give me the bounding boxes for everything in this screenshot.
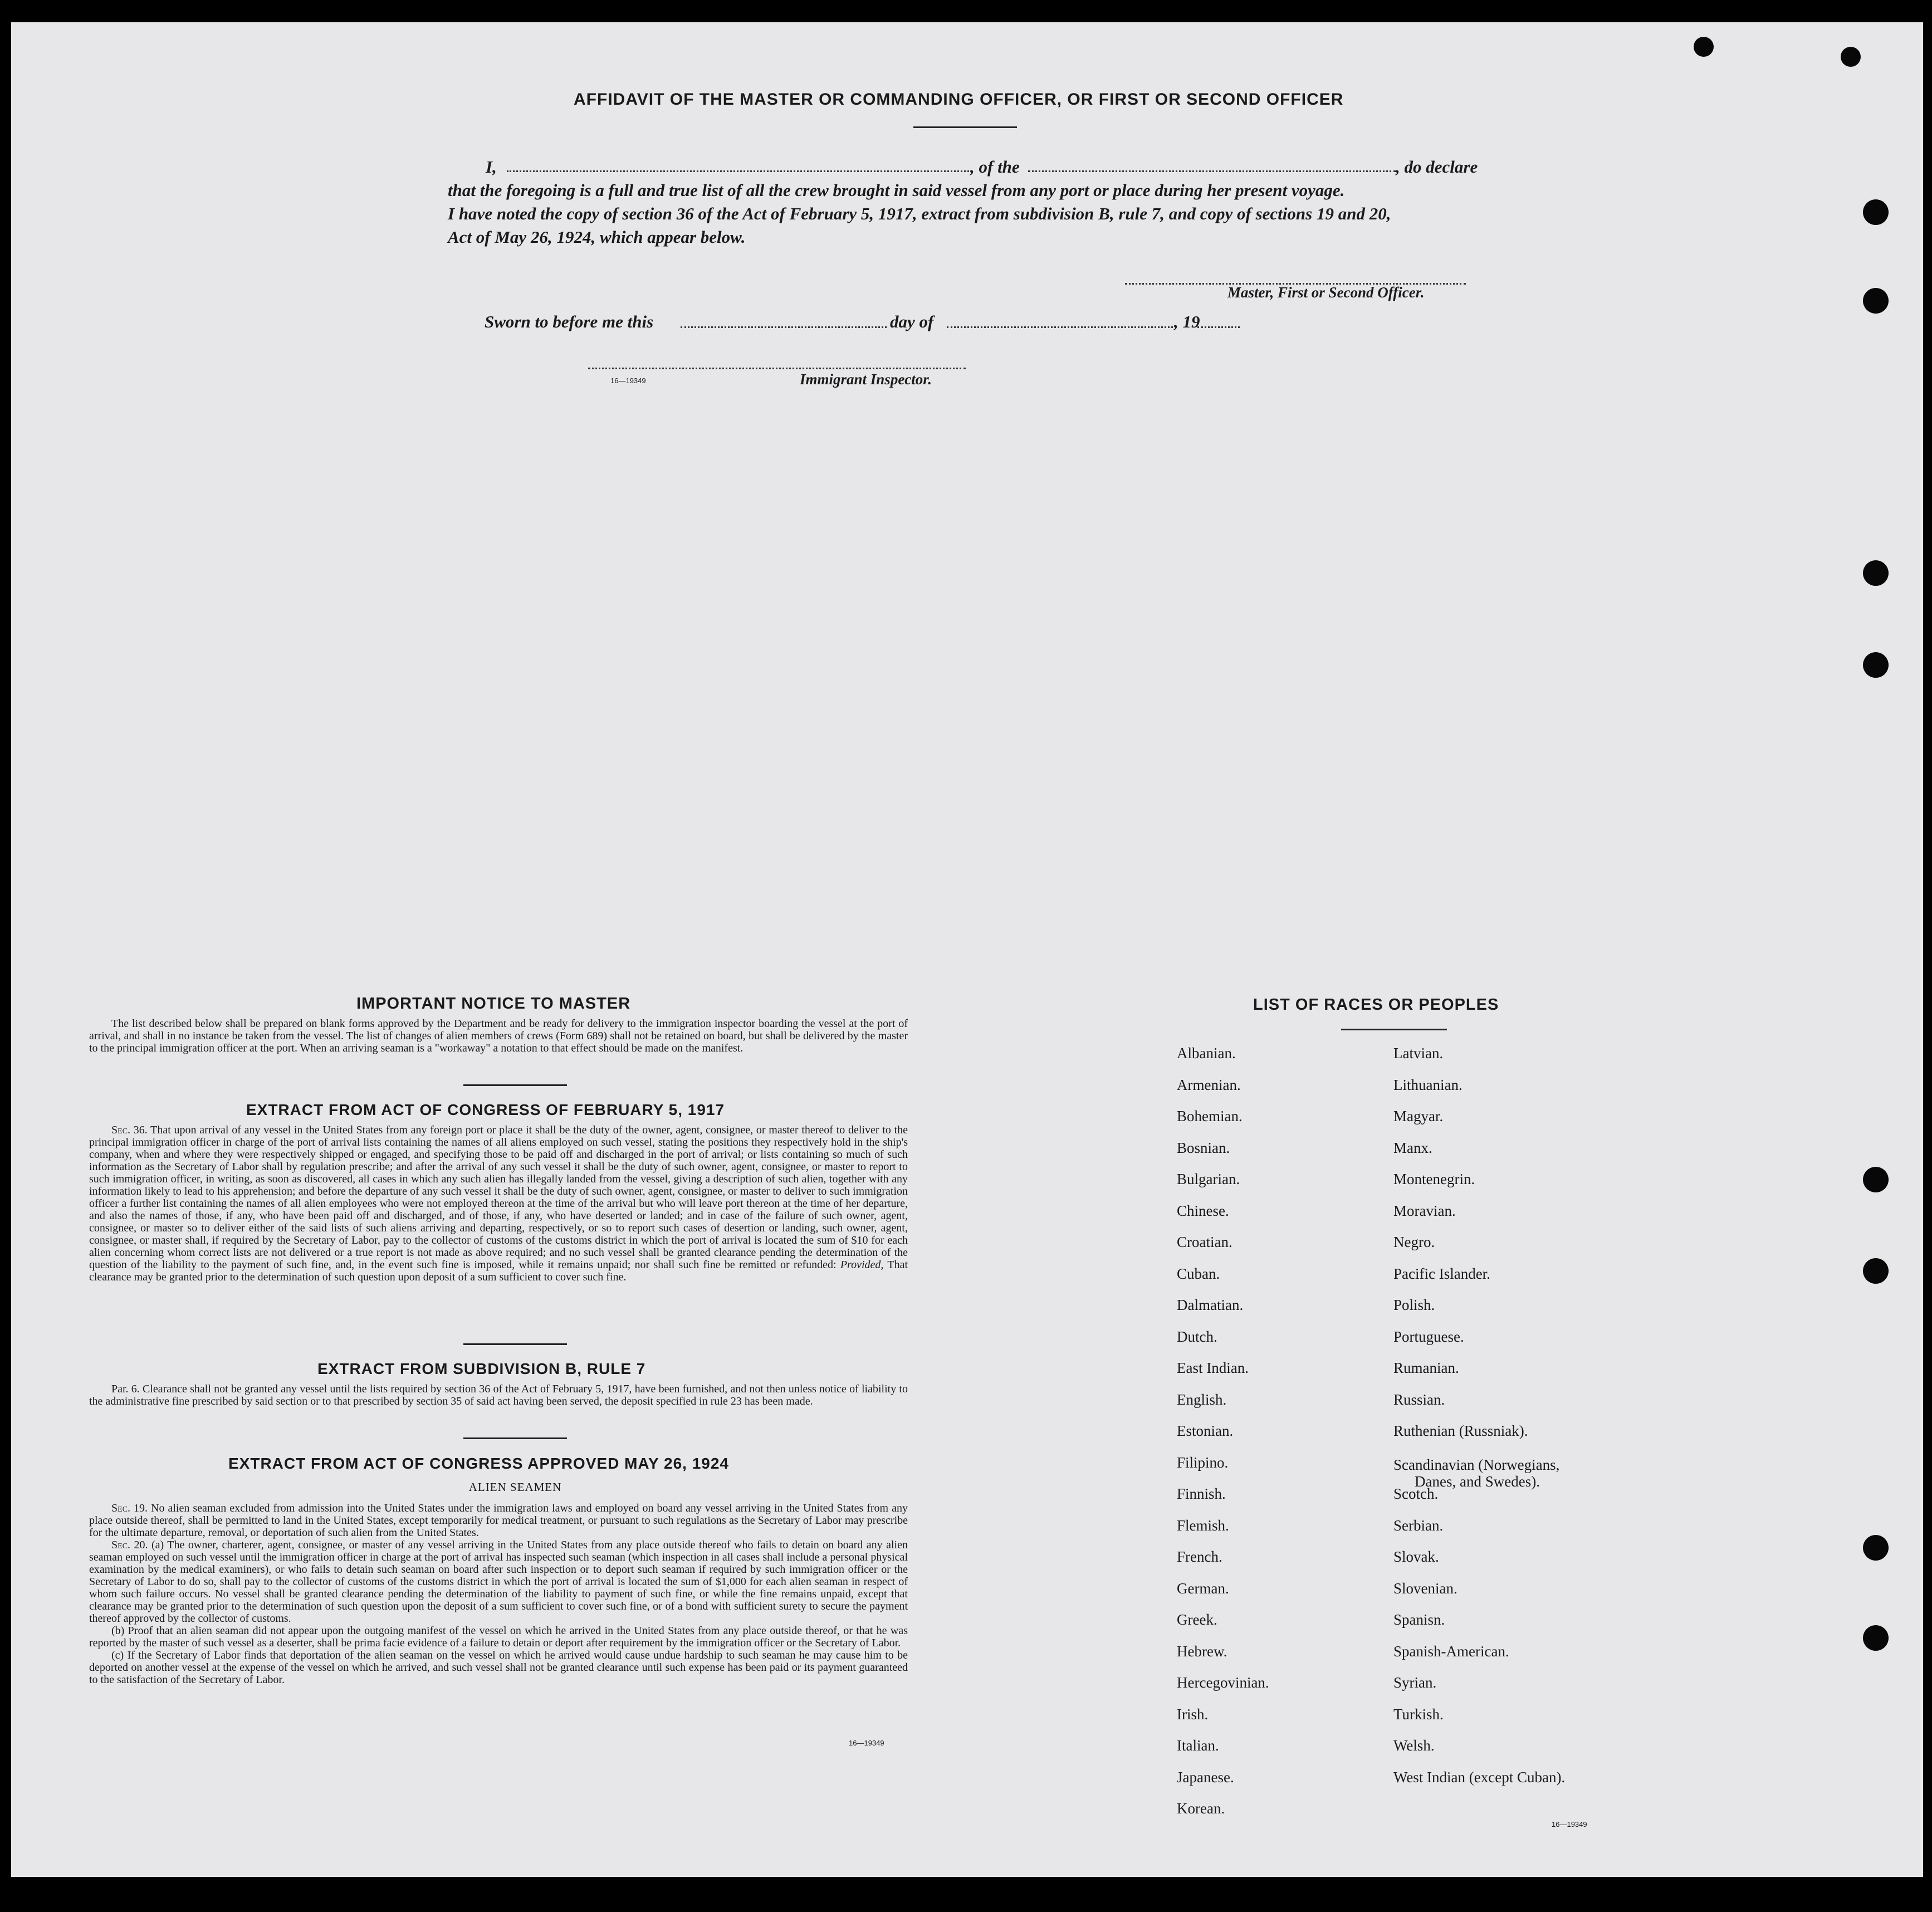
vessel-blank[interactable] bbox=[1028, 170, 1396, 172]
race-item: Hercegovinian. bbox=[1177, 1674, 1269, 1691]
binder-hole bbox=[1863, 560, 1889, 586]
extract-1924-body bbox=[89, 1502, 908, 1686]
race-item: East Indian. bbox=[1177, 1360, 1249, 1376]
race-item: Slovenian. bbox=[1393, 1580, 1457, 1597]
sec-20c-text: (c) If the Secretary of Labor finds that deportation of the alien seaman on the vessel on which he arrived would cause undue hardship to such seaman he may cause him to be deported on another vessel at the expense of the vessel on which he arrived, and such vessel shall not be granted clearance until such expense has been paid or its payment guaranteed to the satisfaction of the Secretary of Labor. bbox=[89, 1649, 908, 1686]
race-item: Bulgarian. bbox=[1177, 1171, 1240, 1187]
race-item: Dutch. bbox=[1177, 1328, 1217, 1345]
race-item: English. bbox=[1177, 1391, 1227, 1408]
race-item: Slovak. bbox=[1393, 1548, 1439, 1565]
race-item: Montenegrin. bbox=[1393, 1171, 1475, 1187]
provided-label: Provided, bbox=[840, 1259, 884, 1271]
race-item: Negro. bbox=[1393, 1234, 1435, 1250]
year-label: , 19 bbox=[1174, 312, 1200, 331]
races-title: LIST OF RACES OR PEOPLES bbox=[1253, 996, 1499, 1014]
race-item: Dalmatian. bbox=[1177, 1297, 1244, 1313]
declaration-line3: I have noted the copy of section 36 of the Act of February 5, 1917, extract from subdivision B, rule 7, and copy of sections 19 and 20, bbox=[448, 204, 1391, 223]
affidavit-title: AFFIDAVIT OF THE MASTER OR COMMANDING OFFICER, OR FIRST OR SECOND OFFICER bbox=[574, 90, 1344, 109]
race-item: French. bbox=[1177, 1548, 1222, 1565]
race-item: Filipino. bbox=[1177, 1454, 1229, 1471]
race-item: Croatian. bbox=[1177, 1234, 1232, 1250]
race-item: Scotch. bbox=[1393, 1485, 1439, 1502]
races-rule bbox=[1341, 1029, 1447, 1030]
sec-19-text: No alien seaman excluded from admission into the United States under the immigration laws and employed on board any vessel arriving in the United States from any place outside thereof, shall be permitted to land in the United States, except temporarily for medical treatment, or pursuant to such regulations as the Secretary of Labor may prescribe for the ultimate departure, removal, or deportation of such alien from the United States. bbox=[89, 1502, 908, 1539]
binder-hole bbox=[1863, 1258, 1889, 1284]
race-item: Bohemian. bbox=[1177, 1108, 1243, 1124]
declaration-i: I, bbox=[486, 157, 497, 177]
race-item: Japanese. bbox=[1177, 1768, 1234, 1786]
declaration-line2: that the foregoing is a full and true list of all the crew brought in said vessel from any port or place during her present voyage. bbox=[448, 180, 1345, 200]
section-rule bbox=[463, 1343, 567, 1345]
binder-hole bbox=[1841, 47, 1861, 67]
race-item: Italian. bbox=[1177, 1737, 1219, 1754]
race-item: Lithuanian. bbox=[1393, 1076, 1463, 1093]
binder-hole bbox=[1863, 1535, 1889, 1561]
race-item: Danes, and Swedes). bbox=[1415, 1473, 1540, 1490]
race-item: Polish. bbox=[1393, 1297, 1435, 1313]
race-item: Welsh. bbox=[1393, 1737, 1435, 1754]
form-number-races: 16—19349 bbox=[1552, 1820, 1587, 1828]
race-item: Pacific Islander. bbox=[1393, 1265, 1490, 1282]
race-item: Cuban. bbox=[1177, 1265, 1220, 1282]
race-item: Portuguese. bbox=[1393, 1328, 1464, 1345]
race-item: Flemish. bbox=[1177, 1517, 1229, 1534]
notice-body bbox=[89, 1018, 908, 1054]
race-item: Estonian. bbox=[1177, 1422, 1234, 1439]
binder-hole bbox=[1694, 37, 1714, 57]
master-signature-label: Master, First or Second Officer. bbox=[1227, 284, 1425, 301]
sec-20a-text: (a) The owner, charterer, agent, consignee, or master of any vessel arriving in the United States from any place outside thereof who fails to detain on board any alien seaman employed on such vessel until the immigration officer in charge at the port of arrival has inspected such seaman (which inspection in all cases shall include a personal physical examination by the medical examiners), or who fails to detain such seaman on board after such inspection or to deport such seaman if required by such immigration officer or the Secretary of Labor to do so, shall pay to the collector of customs of the customs district in which the port of arrival is located the sum of $1,000 for each alien seaman in respect of whom such failure occurs. No vessel shall be granted clearance pending the determination of the liability to payment of such fine, or while the fine remains unpaid, except that clearance may be granted prior to the determination of such question upon the deposit of a sum sufficient to cover such fine, or of a bond with sufficient surety to secure the payment thereof approved by the collector of customs. bbox=[89, 1539, 908, 1625]
rule7-body bbox=[89, 1383, 908, 1407]
sec-20b-text: (b) Proof that an alien seaman did not appear upon the outgoing manifest of the vessel on which he arrived in the United States from any place outside thereof, or that he was reported by the master of such vessel as a deserter, shall be prima facie evidence of a failure to detain or deport after requirement by the immigration officer or the Secretary of Labor. bbox=[89, 1625, 908, 1649]
sec-20-label: Sec. 20. bbox=[111, 1539, 148, 1551]
race-item: Spanish-American. bbox=[1393, 1642, 1509, 1660]
inspector-label: Immigrant Inspector. bbox=[800, 371, 932, 388]
race-item: Moravian. bbox=[1393, 1202, 1456, 1219]
inspector-signature-blank[interactable] bbox=[588, 368, 966, 369]
sec-19-label: Sec. 19. bbox=[111, 1502, 148, 1514]
name-blank[interactable] bbox=[507, 170, 969, 172]
title-rule bbox=[913, 126, 1017, 128]
rule7-title: EXTRACT FROM SUBDIVISION B, RULE 7 bbox=[317, 1360, 646, 1377]
race-item: Turkish. bbox=[1393, 1705, 1444, 1723]
declaration-of: , of the bbox=[970, 157, 1020, 177]
race-item: Albanian. bbox=[1177, 1045, 1236, 1062]
sec-36-label: Sec. 36. bbox=[111, 1124, 148, 1136]
race-item: Syrian. bbox=[1393, 1674, 1437, 1691]
sworn-day-blank[interactable] bbox=[681, 326, 887, 328]
sworn-year-blank[interactable] bbox=[1197, 326, 1240, 328]
race-item: Scandinavian (Norwegians, bbox=[1393, 1456, 1560, 1473]
binder-hole bbox=[1863, 1625, 1889, 1651]
race-item: Latvian. bbox=[1393, 1045, 1444, 1062]
race-item: West Indian (except Cuban). bbox=[1393, 1768, 1566, 1786]
extract-1917-body bbox=[89, 1124, 908, 1283]
form-number: 16—19349 bbox=[610, 376, 646, 385]
day-of-label: day of bbox=[890, 312, 934, 331]
section-rule bbox=[463, 1437, 567, 1439]
section-rule bbox=[463, 1084, 567, 1086]
race-item: Serbian. bbox=[1393, 1517, 1444, 1534]
race-item: Irish. bbox=[1177, 1705, 1209, 1723]
race-item: Rumanian. bbox=[1393, 1360, 1459, 1376]
race-item: Hebrew. bbox=[1177, 1642, 1227, 1660]
race-item: Armenian. bbox=[1177, 1076, 1241, 1093]
sworn-label: Sworn to before me this bbox=[485, 312, 654, 331]
notice-title: IMPORTANT NOTICE TO MASTER bbox=[356, 995, 631, 1013]
race-item: Finnish. bbox=[1177, 1485, 1226, 1502]
sec-36-tail: That clearance may be granted prior to the determination of such question upon deposit of a sum sufficient to cover such fine. bbox=[89, 1259, 908, 1283]
notice-text: The list described below shall be prepared on blank forms approved by the Department and be ready for delivery to the immigration inspector boarding the vessel at the port of arrival, and shall in no instance be taken from the vessel. The list of changes of alien members of crews (Form 689) shall not be retained on board, but shall be delivered by the master to the principal immigration officer at the port. When an arriving seaman is a "workaway" a notation to that effect should be made on the manifest. bbox=[89, 1018, 908, 1054]
extract-1917-title: EXTRACT FROM ACT OF CONGRESS OF FEBRUARY 5, 1917 bbox=[246, 1101, 725, 1118]
race-item: Korean. bbox=[1177, 1800, 1225, 1817]
race-item: Bosnian. bbox=[1177, 1139, 1230, 1156]
race-item: Greek. bbox=[1177, 1611, 1217, 1628]
binder-hole bbox=[1863, 288, 1889, 314]
alien-seamen-subtitle: ALIEN SEAMEN bbox=[468, 1480, 562, 1494]
race-item: German. bbox=[1177, 1580, 1229, 1597]
rule7-text: Par. 6. Clearance shall not be granted any vessel until the lists required by section 36 of the Act of February 5, 1917, have been furnished, and not then unless notice of liability to the administrative fine prescribed by said section or to that prescribed by section 35 of said act having been served, the deposit specified in rule 23 has been made. bbox=[89, 1383, 908, 1407]
form-number-bottom: 16—19349 bbox=[849, 1739, 884, 1747]
race-item: Chinese. bbox=[1177, 1202, 1229, 1219]
declaration-line4: Act of May 26, 1924, which appear below. bbox=[448, 227, 746, 247]
sec-36-text: That upon arrival of any vessel in the United States from any foreign port or place it shall be the duty of the owner, agent, consignee, or master thereof to deliver to the principal immigration officer in charge of the port of arrival lists containing the names of all aliens employed on such vessel, stating the positions they respectively hold in the ship's company, when and where they were respectively shipped or engaged, and specifying those to be paid off and discharged in the port of arrival; or lists containing so much of such information as the Secretary of Labor shall by regulation prescribe; and after the arrival of any such vessel it shall be the duty of such owner, agent, consignee, or master to report to such immigration officer, in writing, as soon as discovered, all cases in which any such alien has illegally landed from the vessel, giving a description of such alien, together with any information likely to lead to his apprehension; and before the departure of any such vessel it shall be the duty of such owner, agent, consignee, or master to deliver to such immigration officer a further list containing the names of all alien employees who were not employed thereon at the time of the arrival but who will leave port thereon at the time of her departure, and also the names of those, if any, who have been paid off and discharged, and of those, if any, who have deserted or landed; and in case of the failure of such owner, agent, consignee, or master so to deliver either of the said lists of such aliens arriving and departing, respectively, or so to report such cases of desertion or landing, such owner, agent, consignee, or master shall, if required by the Secretary of Labor, pay to the collector of customs of the customs district in which the port of arrival is located the sum of $10 for each alien concerning whom correct lists are not delivered or a true report is not made as above required; and no such vessel shall be granted clearance pending the determination of the question of the liability to the payment of such fine, and, in the event such fine is imposed, while it remains unpaid; nor shall such fine be remitted or refunded: bbox=[89, 1124, 908, 1271]
sworn-month-blank[interactable] bbox=[947, 326, 1173, 328]
binder-hole bbox=[1863, 652, 1889, 678]
race-item: Magyar. bbox=[1393, 1108, 1444, 1124]
race-item: Spanisn. bbox=[1393, 1611, 1445, 1628]
extract-1924-title: EXTRACT FROM ACT OF CONGRESS APPROVED MAY 26, 1924 bbox=[228, 1455, 729, 1472]
declaration-declare: , do declare bbox=[1396, 157, 1478, 177]
race-item: Manx. bbox=[1393, 1139, 1432, 1156]
binder-hole bbox=[1863, 1167, 1889, 1192]
race-item: Ruthenian (Russniak). bbox=[1393, 1422, 1528, 1439]
binder-hole bbox=[1863, 199, 1889, 225]
race-item: Russian. bbox=[1393, 1391, 1445, 1408]
